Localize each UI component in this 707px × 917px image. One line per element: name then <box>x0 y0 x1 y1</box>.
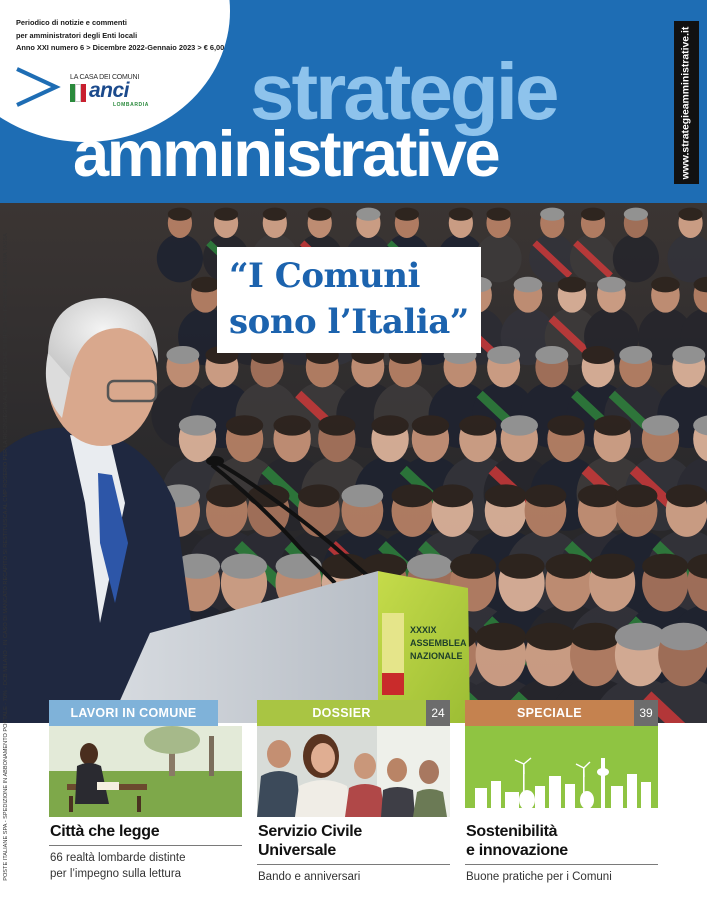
logo-tagline: LA CASA DEI COMUNI <box>70 74 140 81</box>
card-page-number: 39 <box>634 700 658 726</box>
title-strategie: strategie <box>250 47 557 136</box>
italian-flag-icon <box>70 84 86 102</box>
card-image-young-people <box>257 726 450 817</box>
card-section-label: SPECIALE <box>465 700 634 726</box>
title-amministrative: amministrative <box>73 117 499 190</box>
card-title <box>50 822 159 841</box>
headline-line: “I Comuni <box>229 256 420 296</box>
issue-info <box>16 17 224 55</box>
logo-word: anci <box>89 79 130 102</box>
chevron-right-icon <box>14 66 62 108</box>
masthead <box>0 0 707 203</box>
issue-info-line: per amministratori degli Enti locali <box>16 30 138 40</box>
website-url: www.strategieamministrative.it <box>680 26 692 180</box>
anci-lombardia-logo <box>70 74 149 108</box>
card-page-number: 24 <box>426 700 450 726</box>
card-divider <box>257 864 450 865</box>
card-title-line: Sostenibilità <box>466 823 558 840</box>
logo-region: LOMBARDIA <box>113 102 149 108</box>
card-image-park-reader <box>49 726 242 817</box>
card-description <box>466 869 612 885</box>
cover-headline <box>217 247 481 353</box>
card-description <box>258 869 360 885</box>
postal-notice-text: POSTE ITALIANE SPA - SPEDIZIONE IN ABBONAMENTO POSTALE - 70% - DCB MILANO - IN CASO DI MANCATO RECAPITO SI RESTITUISCA AL CMP ROSERIO PER LA RICONSEGNA AL MITTENTE CHE SI IMPEGNA A PAGARE LA RELATIVA TASSA <box>3 233 9 881</box>
postal-notice <box>1 212 12 902</box>
card-section-label: LAVORI IN COMUNE <box>49 700 218 726</box>
card-desc-line: 66 realtà lombarde distinte <box>50 852 186 864</box>
card-desc-line: Bando e anniversari <box>258 871 361 883</box>
card-title <box>258 822 362 860</box>
podium-sign-line: NAZIONALE <box>410 651 463 661</box>
card-divider <box>465 864 658 865</box>
card-image-green-city <box>465 726 658 817</box>
card-title <box>466 822 568 860</box>
card-desc-line: per l’impegno sulla lettura <box>50 868 182 880</box>
card-title-line: Città che legge <box>50 823 160 840</box>
card-title-line: e innovazione <box>466 842 568 859</box>
card-desc-line: Buone pratiche per i Comuni <box>466 871 612 883</box>
card-title-line: Servizio Civile <box>258 823 362 840</box>
podium-sign-line: XXXIX <box>410 625 437 635</box>
card-divider <box>49 845 242 846</box>
podium-sign-line: ASSEMBLEA <box>410 638 467 648</box>
card-title-line: Universale <box>258 842 336 859</box>
card-section-label: DOSSIER <box>257 700 426 726</box>
headline-line: sono l’Italia” <box>229 302 469 342</box>
website-url-tab[interactable] <box>674 21 699 184</box>
issue-info-line: Anno XXI numero 6 > Dicembre 2022-Gennaio 2023 > € 6,00 <box>16 43 225 52</box>
card-description <box>50 850 186 882</box>
issue-info-line: Periodico di notizie e commenti <box>16 18 127 27</box>
